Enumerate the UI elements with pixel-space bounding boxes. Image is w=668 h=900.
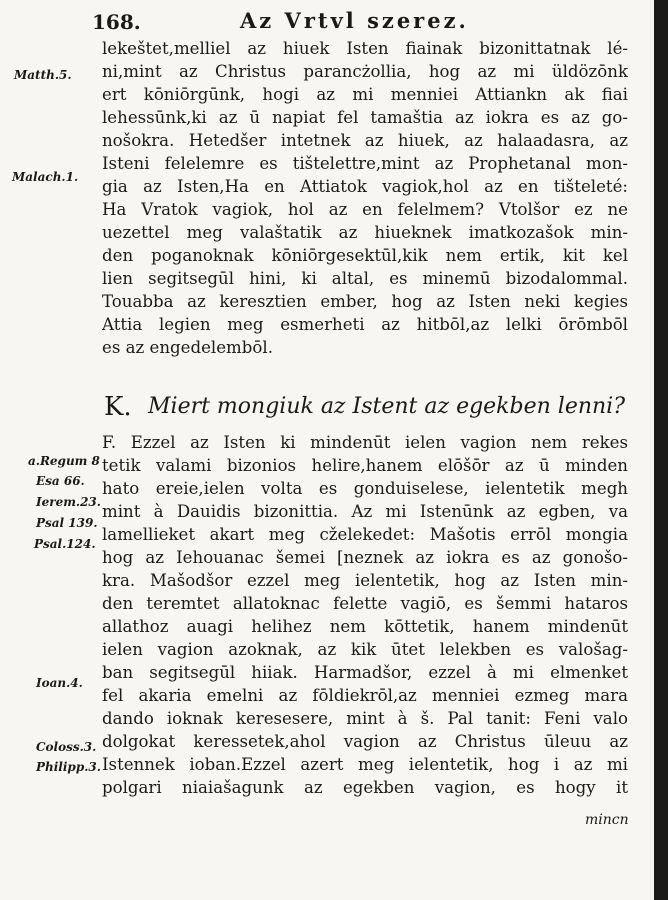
text-line: F. Ezzel az Isten ki mindenūt ielen vagion nem rekes — [102, 433, 628, 452]
text-line: nošokra. Hetedšer intetnek az hiuek, az halaadasra, az — [102, 131, 628, 150]
page-number: 168. — [92, 10, 141, 34]
text-line: es az engedelembōl. — [102, 338, 273, 357]
margin-note: a.Regum 8 — [28, 454, 100, 468]
text-line: mint à Dauidis bizonittia. Az mi Istenūnk az egben, va — [102, 502, 628, 521]
text-line: ielen vagion azoknak, az kik ūtet lelekben es valošag- — [102, 640, 628, 659]
page-edge-shadow — [654, 0, 668, 900]
text-line: den poganoknak kōniōrgesektūl,kik nem ertik, kit kel — [102, 246, 628, 265]
margin-notes — [0, 0, 100, 900]
text-line: lekeštet,melliel az hiuek Isten fiainak bizonittatnak lé- — [102, 39, 628, 58]
text-line: ban segitsegūl hiiak. Harmadšor, ezzel à mi elmenket — [102, 663, 628, 682]
text-line: Isteni felelemre es tištelettre,mint az Prophetanal mon- — [102, 154, 628, 173]
margin-note: Matth.5. — [14, 68, 72, 82]
margin-note: Coloss.3. — [36, 740, 97, 754]
text-line: den teremtet allatoknac felette vagiō, es šemmi hataros — [102, 594, 628, 613]
text-line: kra. Mašodšor ezzel meg ielentetik, hog az Isten min- — [102, 571, 628, 590]
text-line: lehessūnk,ki az ū napiat fel tamaštia az iokra es az go- — [102, 108, 628, 127]
text-line: Touabba az keresztien ember, hog az Isten neki kegies — [102, 292, 628, 311]
text-line: ni,mint az Christus parancżollia, hog az mi üldözōnk — [102, 62, 628, 81]
text-line: Ha Vratok vagiok, hol az en felelmem? Vtolšor ez ne — [102, 200, 628, 219]
margin-note: Psal 139. — [36, 516, 98, 530]
running-title: Az Vrtvl szerez. — [240, 8, 469, 33]
text-line: lamellieket akart meg cželekedet: Mašotis errōl mongia — [102, 525, 628, 544]
text-line: Attia legien meg esmerheti az hitbōl,az lelki ōrōmbōl — [102, 315, 628, 334]
margin-note: Ioan.4. — [36, 676, 83, 690]
text-line: Istennek ioban.Ezzel azert meg ielentetik, hog i az mi — [102, 755, 628, 774]
margin-note: Esa 66. — [36, 474, 85, 488]
margin-note: Ierem.23. — [36, 495, 101, 509]
text-line: tetik valami bizonios helire,hanem elōšōr az ū minden — [102, 456, 628, 475]
catchword: mincn — [585, 812, 629, 828]
question-letter: K. — [104, 392, 132, 422]
margin-note: Philipp.3. — [36, 760, 101, 774]
text-line: hato ereie,ielen volta es gonduiselese, ielentetik megh — [102, 479, 628, 498]
text-line: dolgokat keressetek,ahol vagion az Christus ūleuu az — [102, 732, 628, 751]
question-text: Miert mongiuk az Istent az egekben lenni? — [148, 394, 626, 419]
text-line: hog az Iehouanac šemei [neznek az iokra es az gonošo- — [102, 548, 628, 567]
text-line: allathoz auagi helihez nem kōttetik, hanem mindenūt — [102, 617, 628, 636]
text-line: uezettel meg valaštatik az hiueknek imatkozašok min- — [102, 223, 628, 242]
text-line: dando ioknak keresesere, mint à š. Pal tanit: Feni valo — [102, 709, 628, 728]
text-line: lien segitsegūl hini, ki altal, es minemū bizodalommal. — [102, 269, 628, 288]
text-line: fel akaria emelni az fōldiekrōl,az menniei ezmeg mara — [102, 686, 628, 705]
text-line: polgari niaiašagunk az egekben vagion, es hogy it — [102, 778, 628, 797]
margin-note: Psal.124. — [34, 537, 96, 551]
margin-note: Malach.1. — [12, 170, 79, 184]
text-line: gia az Isten,Ha en Attiatok vagiok,hol az en tišteleté: — [102, 177, 628, 196]
question-heading — [102, 392, 632, 426]
text-line: ert kōniōrgūnk, hogi az mi menniei Attiankn ak fiai — [102, 85, 628, 104]
page-header — [92, 6, 652, 36]
